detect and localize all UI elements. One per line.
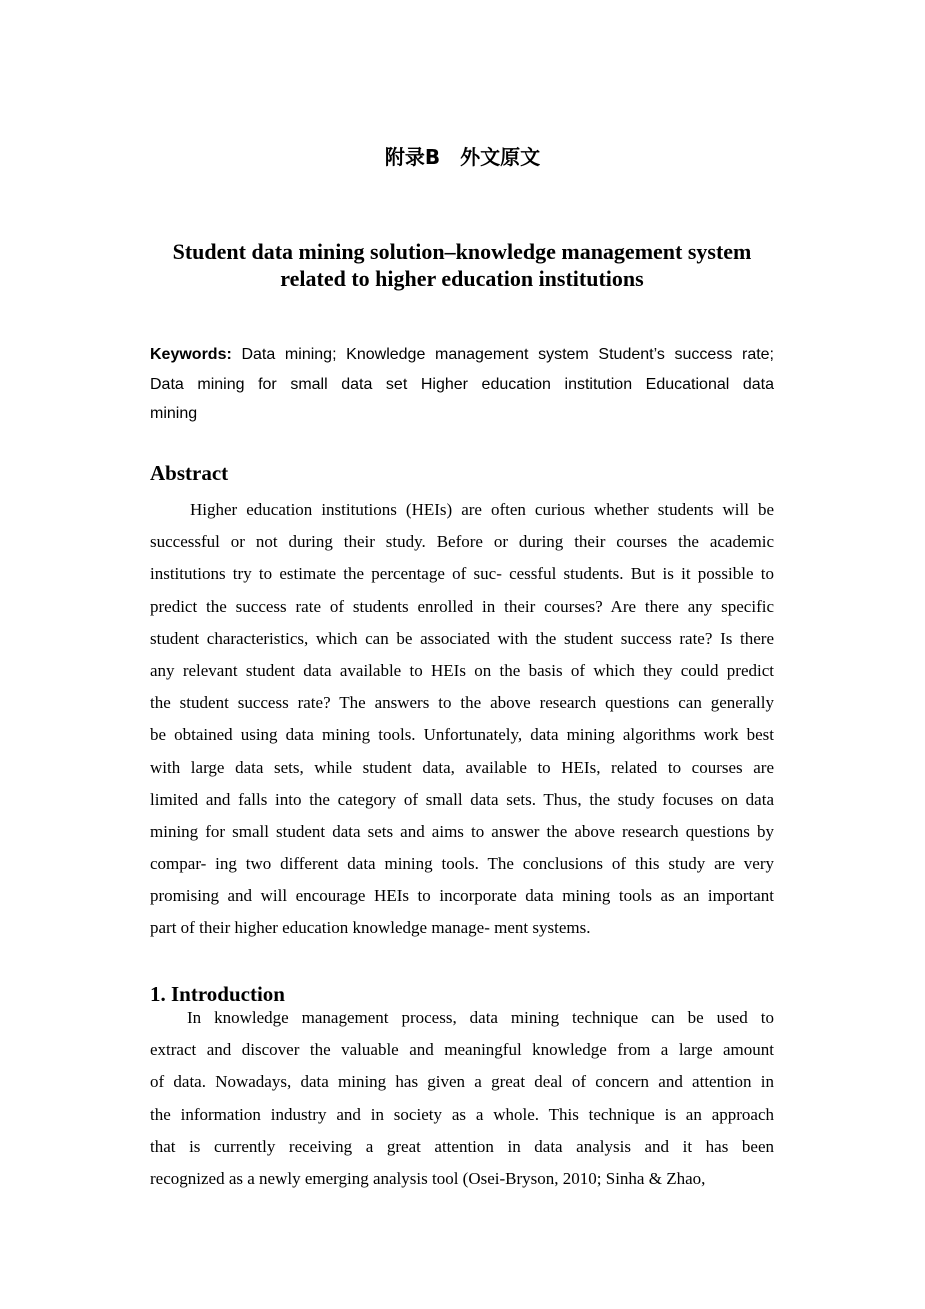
text-line: part of their higher education knowledge manage- ment systems. bbox=[150, 918, 591, 938]
abstract-body bbox=[150, 498, 774, 949]
paper-title bbox=[140, 238, 784, 292]
text-line: promising and will encourage HEIs to incorporate data mining tools as an important bbox=[150, 886, 774, 906]
text-line: student characteristics, which can be associated with the student success rate? Is there bbox=[150, 628, 774, 648]
text-line: predict the success rate of students enrolled in their courses? Are there any specific bbox=[150, 596, 774, 616]
introduction-heading: 1. Introduction bbox=[150, 982, 285, 1006]
text-line: compar- ing two different data mining tools. The conclusions of this study are very bbox=[150, 854, 774, 874]
keywords-text: Data mining; Knowledge management system Student’s success rate; bbox=[231, 346, 774, 363]
text-line: In knowledge management process, data mining technique can be used to bbox=[187, 1008, 774, 1027]
title-line: Student data mining solution–knowledge management system bbox=[172, 239, 752, 264]
keywords-text: mining bbox=[150, 405, 198, 422]
appendix-heading: 附录B 外文原文 bbox=[384, 145, 541, 169]
text-line: limited and falls into the category of small data sets. Thus, the study focuses on data bbox=[150, 789, 774, 809]
text-line: Higher education institutions (HEIs) are often curious whether students will be bbox=[190, 500, 774, 519]
text-line: the information industry and in society as a whole. This technique is an approach bbox=[150, 1104, 774, 1124]
introduction-body bbox=[150, 1006, 774, 1199]
text-line: successful or not during their study. Before or during their courses the academic bbox=[150, 532, 774, 552]
abstract-heading: Abstract bbox=[150, 461, 229, 485]
text-line: extract and discover the valuable and meaningful knowledge from a large amount bbox=[150, 1040, 774, 1060]
keywords-label: Keywords: bbox=[150, 346, 232, 363]
text-line: of data. Nowadays, data mining has given a great deal of concern and attention in bbox=[150, 1072, 774, 1092]
keywords-text: Data mining for small data set Higher education institution Educational data bbox=[150, 375, 774, 393]
text-line: that is currently receiving a great attention in data analysis and it has been bbox=[150, 1136, 774, 1156]
title-line: related to higher education institutions bbox=[280, 266, 644, 291]
text-line: with large data sets, while student data, available to HEIs, related to courses are bbox=[150, 757, 774, 777]
text-line: institutions try to estimate the percentage of suc- cessful students. But is it possible to bbox=[150, 564, 774, 584]
keywords bbox=[150, 343, 774, 432]
text-line: the student success rate? The answers to the above research questions can generally bbox=[150, 693, 774, 713]
text-line: recognized as a newly emerging analysis tool (Osei-Bryson, 2010; Sinha & Zhao, bbox=[150, 1168, 706, 1188]
text-line: any relevant student data available to HEIs on the basis of which they could predict bbox=[150, 660, 774, 680]
text-line: mining for small student data sets and aims to answer the above research questions by bbox=[150, 821, 774, 841]
text-line: be obtained using data mining tools. Unfortunately, data mining algorithms work best bbox=[150, 725, 774, 745]
